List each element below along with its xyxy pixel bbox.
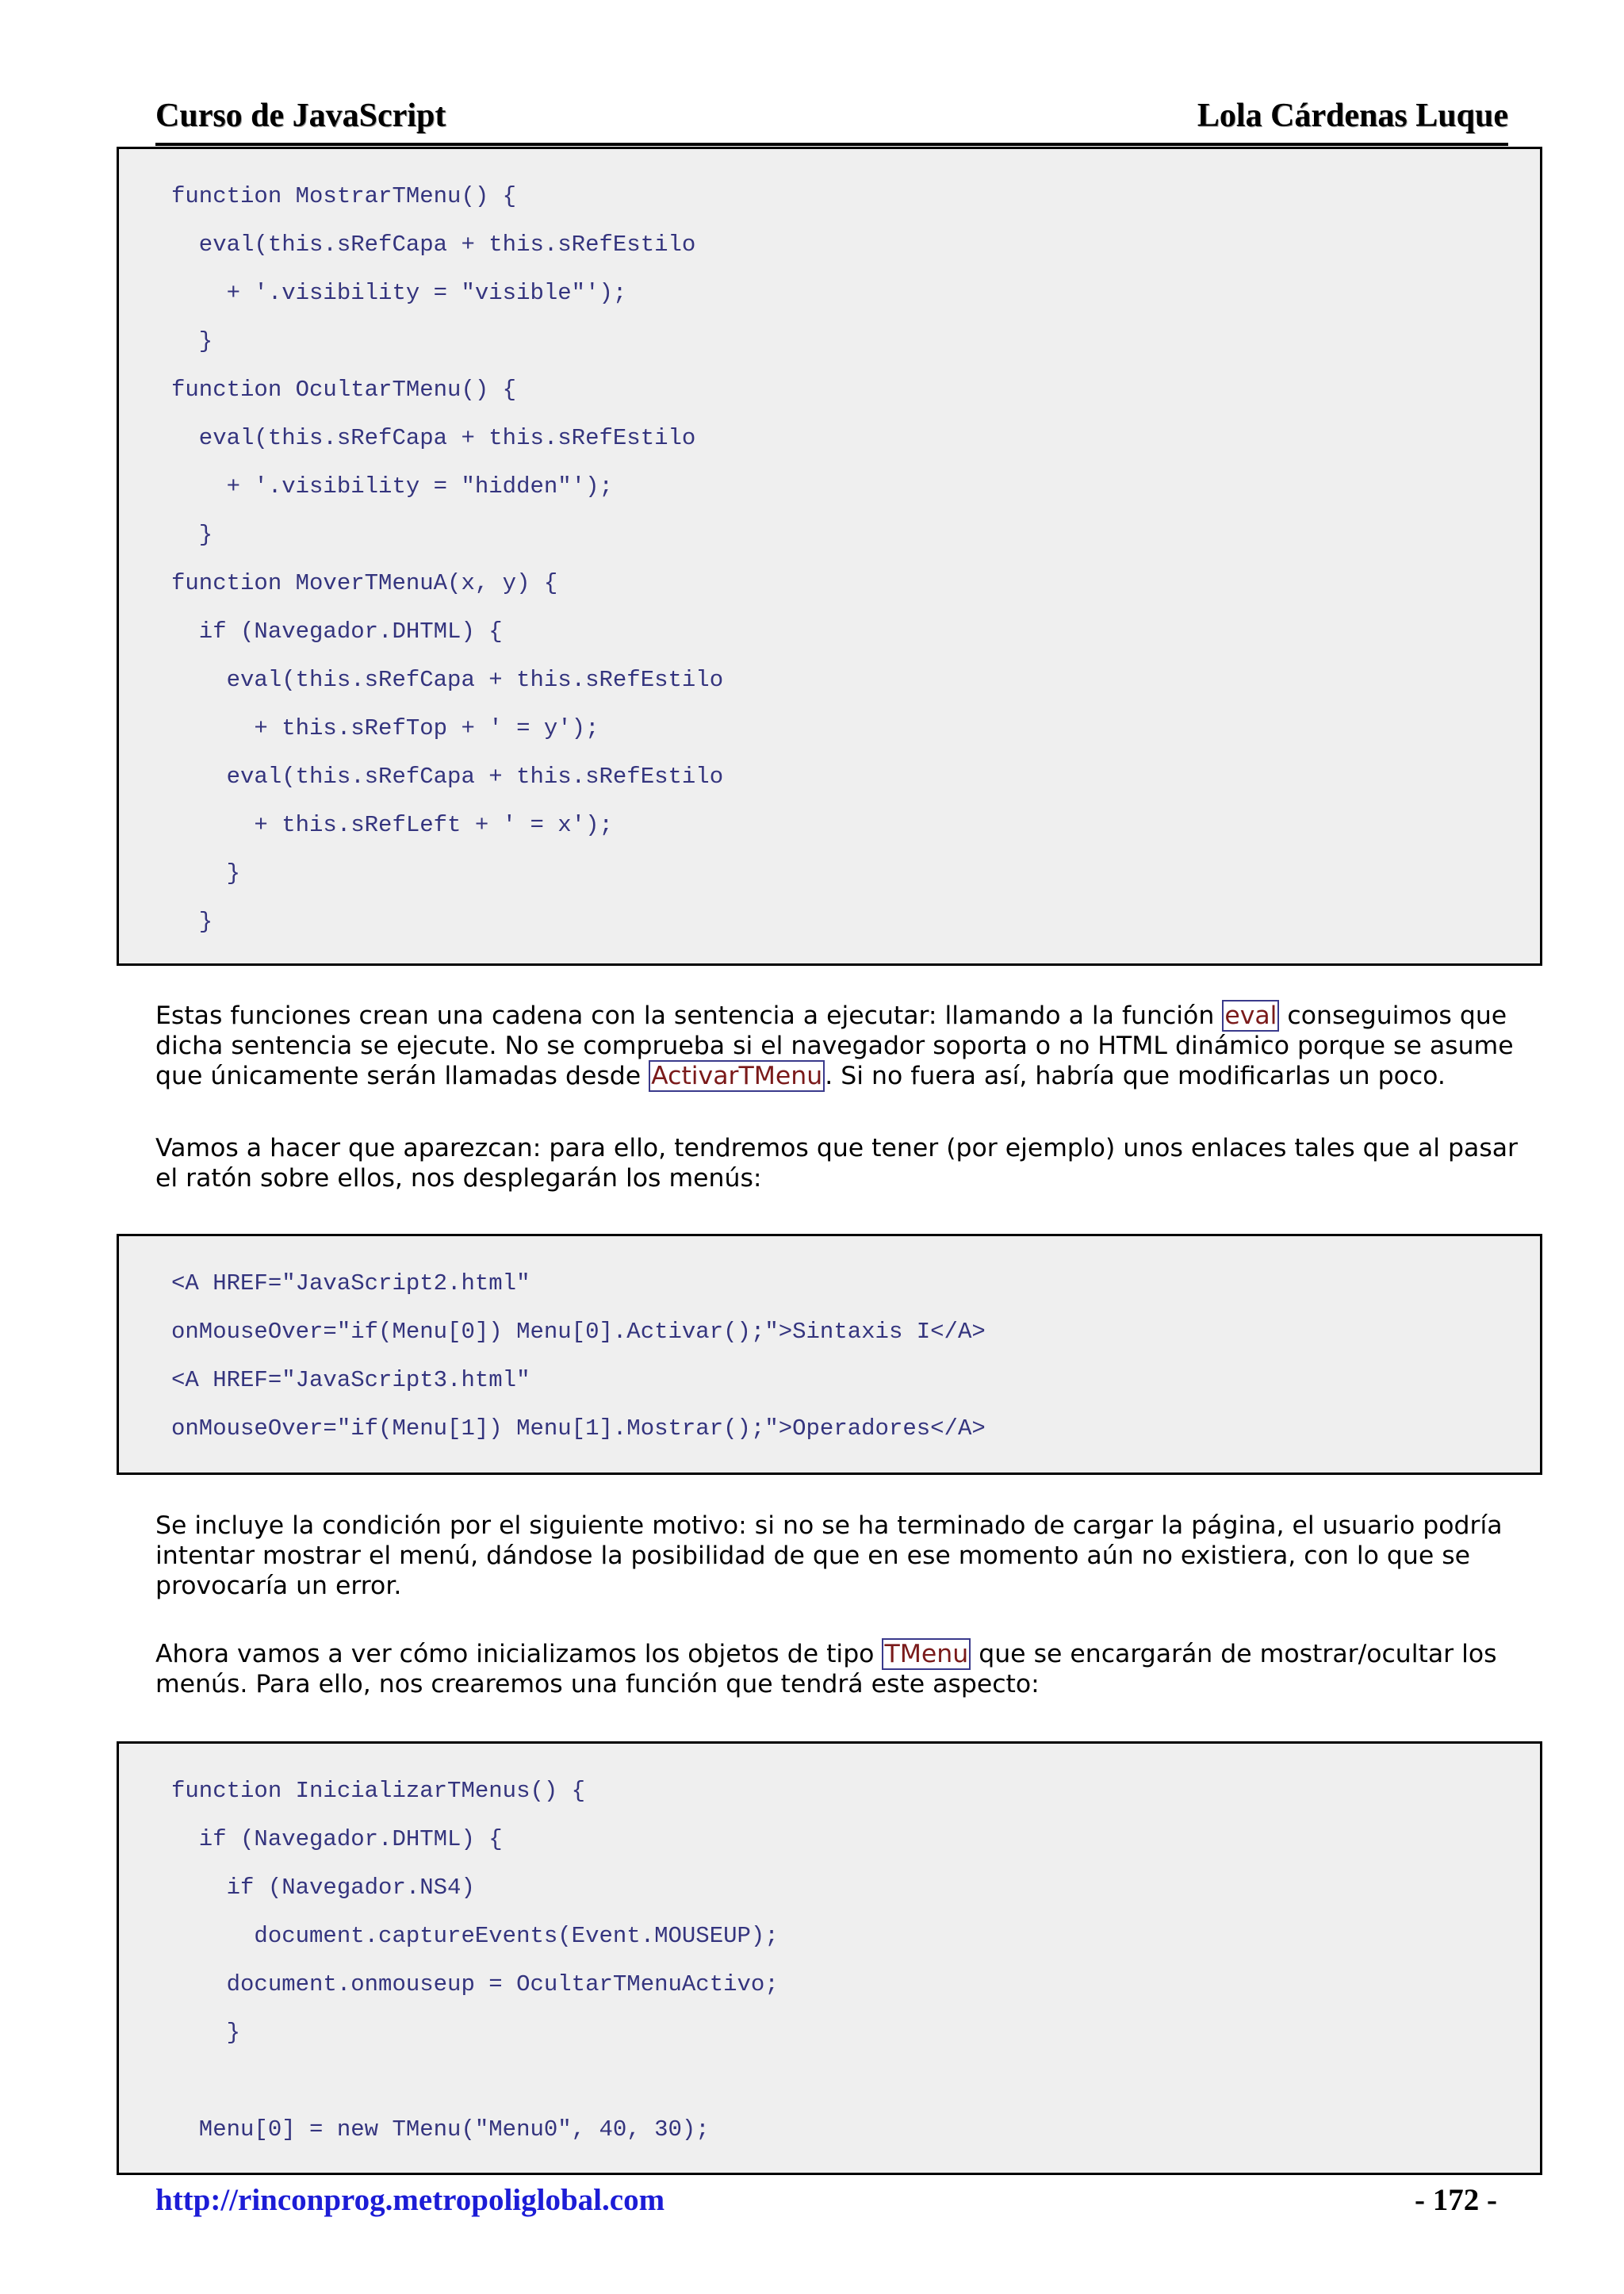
code-line: function MostrarTMenu() { bbox=[171, 183, 517, 209]
link-activartmenu[interactable]: ActivarTMenu bbox=[649, 1060, 825, 1092]
code-line: eval(this.sRefCapa + this.sRefEstilo bbox=[171, 425, 696, 451]
link-eval[interactable]: eval bbox=[1222, 1000, 1279, 1032]
code-line: } bbox=[171, 2020, 241, 2046]
code-line: + this.sRefLeft + ' = x'); bbox=[171, 812, 613, 838]
code-line: function MoverTMenuA(x, y) { bbox=[171, 570, 558, 596]
code-line: <A HREF="JavaScript3.html" bbox=[171, 1367, 530, 1393]
paragraph-text: Ahora vamos a ver cómo inicializamos los objetos de tipo bbox=[155, 1640, 883, 1668]
code-line: } bbox=[171, 909, 213, 935]
footer-url-link[interactable]: http://rinconprog.metropoliglobal.com bbox=[155, 2183, 665, 2217]
code-line: document.captureEvents(Event.MOUSEUP); bbox=[171, 1923, 779, 1949]
code-line: + this.sRefTop + ' = y'); bbox=[171, 715, 599, 741]
code-line: Menu[0] = new TMenu("Menu0", 40, 30); bbox=[171, 2116, 710, 2143]
code-line: eval(this.sRefCapa + this.sRefEstilo bbox=[171, 764, 724, 790]
code-line: + '.visibility = "visible"'); bbox=[171, 280, 627, 306]
code-block-2 bbox=[117, 1234, 1542, 1475]
code-line: if (Navegador.DHTML) { bbox=[171, 618, 503, 645]
code-line: } bbox=[171, 522, 213, 548]
code-block-1 bbox=[117, 147, 1542, 966]
paragraph-text: Estas funciones crean una cadena con la sentencia a ejecutar: llamando a la función bbox=[155, 1001, 1223, 1030]
paragraph-text: . Si no fuera así, habría que modificarlas un poco. bbox=[825, 1062, 1446, 1090]
header-rule bbox=[155, 143, 1508, 146]
paragraph-4 bbox=[155, 1639, 1519, 1699]
header-author: Lola Cárdenas Luque bbox=[1197, 98, 1508, 134]
code-block-3 bbox=[117, 1741, 1542, 2175]
code-line: if (Navegador.DHTML) { bbox=[171, 1826, 503, 1852]
paragraph-2: Vamos a hacer que aparezcan: para ello, tendremos que tener (por ejemplo) unos enlaces tales que al pasar el ratón sobre ellos, nos desplegarán los menús: bbox=[155, 1134, 1518, 1193]
link-tmenu[interactable]: TMenu bbox=[882, 1638, 971, 1670]
code-line: eval(this.sRefCapa + this.sRefEstilo bbox=[171, 667, 724, 693]
paragraph-3: Se incluye la condición por el siguiente motivo: si no se ha terminado de cargar la página, el usuario podría intentar mostrar el menú, dándose la posibilidad de que en ese momento aún no existiera, con lo que se provocaría un error. bbox=[155, 1511, 1503, 1600]
code-line: } bbox=[171, 860, 241, 887]
header-course-title: Curso de JavaScript bbox=[155, 98, 446, 134]
code-line: function OcultarTMenu() { bbox=[171, 377, 517, 403]
code-line: onMouseOver="if(Menu[0]) Menu[0].Activar();">Sintaxis I</A> bbox=[171, 1319, 986, 1345]
code-line: if (Navegador.NS4) bbox=[171, 1875, 475, 1901]
code-line: document.onmouseup = OcultarTMenuActivo; bbox=[171, 1971, 779, 1997]
code-line: eval(this.sRefCapa + this.sRefEstilo bbox=[171, 232, 696, 258]
paragraph-1 bbox=[155, 1001, 1519, 1091]
paragraph-text: conseguimos que dicha sentencia se ejecute. No se comprueba si el navegador soporta o no HTML dinámico porque se asume que únicamente serán llamadas desde bbox=[155, 1001, 1514, 1090]
paragraph-text: que se encargarán de mostrar/ocultar los menús. Para ello, nos crearemos una función que tendrá este aspecto: bbox=[155, 1640, 1497, 1698]
code-line: onMouseOver="if(Menu[1]) Menu[1].Mostrar();">Operadores</A> bbox=[171, 1415, 986, 1442]
page-number: - 172 - bbox=[1415, 2183, 1497, 2217]
code-line: } bbox=[171, 328, 213, 354]
code-line: function InicializarTMenus() { bbox=[171, 1778, 586, 1804]
code-line: + '.visibility = "hidden"'); bbox=[171, 473, 613, 500]
code-line: <A HREF="JavaScript2.html" bbox=[171, 1270, 530, 1296]
